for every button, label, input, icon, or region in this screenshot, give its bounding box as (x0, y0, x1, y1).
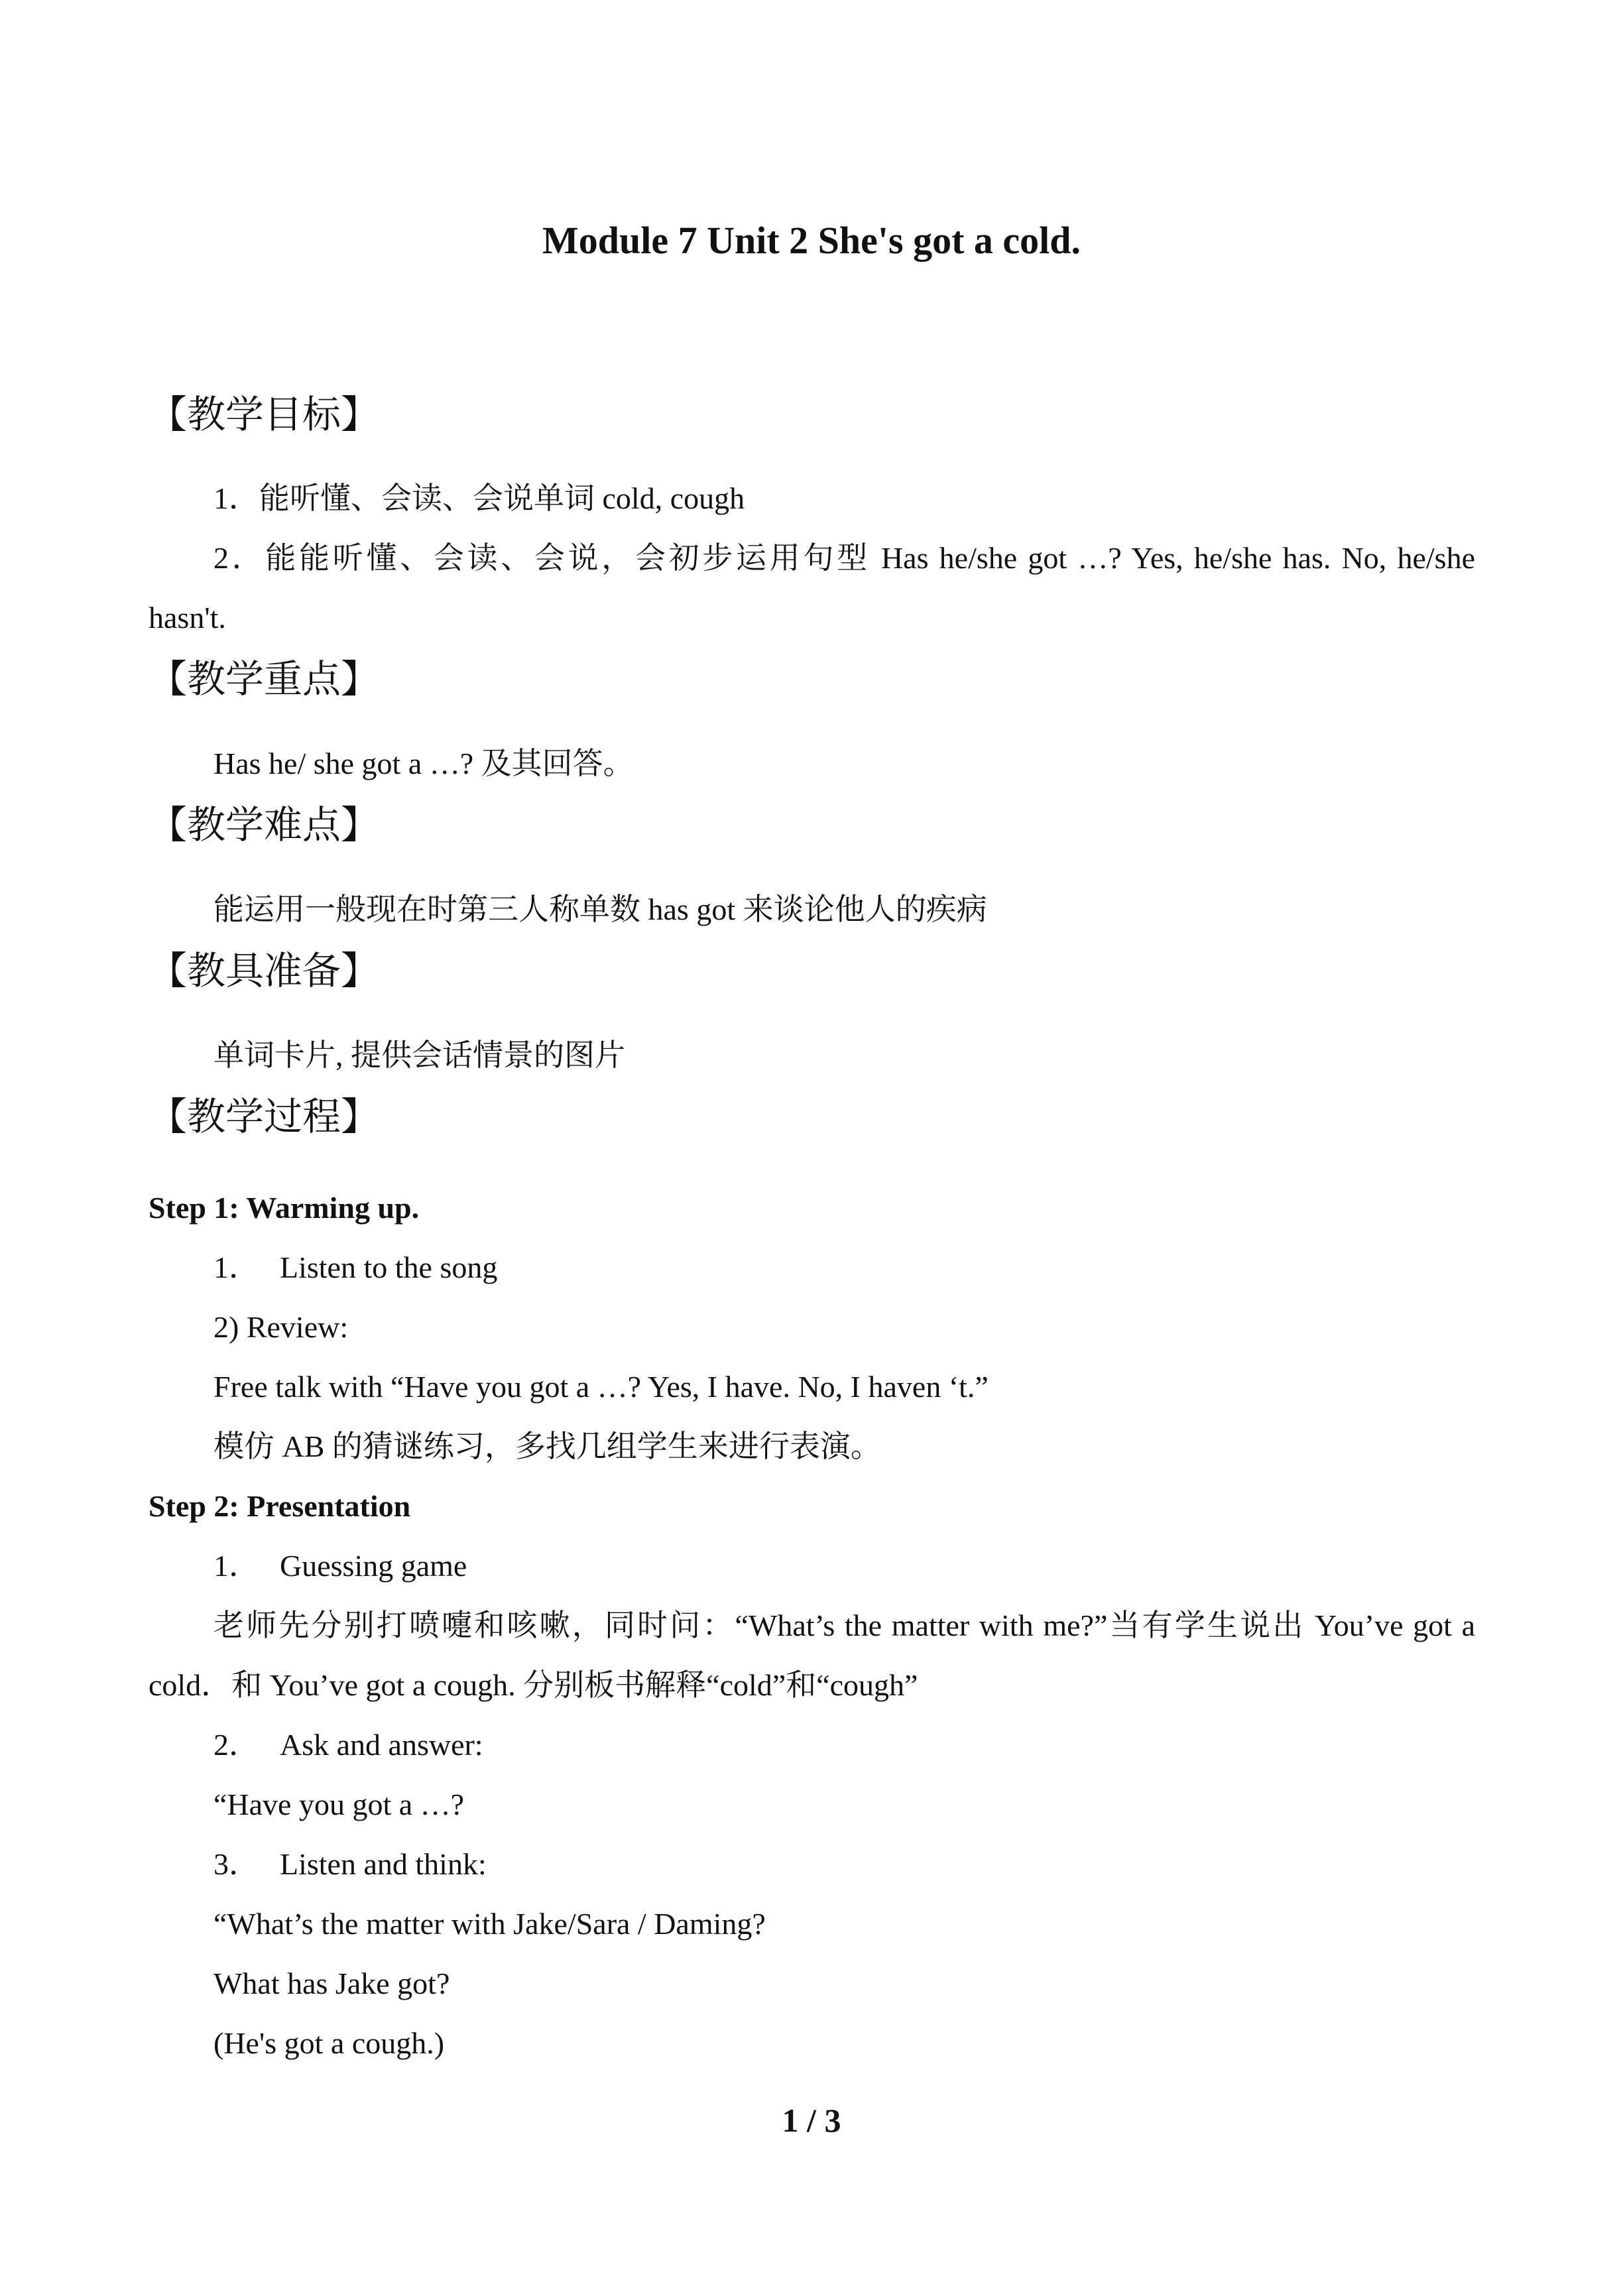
step-1-item-1-number: 1． (213, 1250, 259, 1284)
step-2-matter-question: “What’s the matter with Jake/Sara / Daming? (213, 1907, 766, 1941)
page-number: 1 / 3 (782, 2102, 841, 2139)
section-heading-process: 【教学过程】 (149, 1095, 380, 1138)
step-2-have-you: “Have you got a …? (213, 1787, 465, 1821)
objective-item-1: 1．能听懂、会读、会说单词 cold, cough (213, 481, 745, 515)
step-2-item-2-text: Ask and answer: (280, 1728, 483, 1762)
step-2-heading: Step 2: Presentation (149, 1489, 411, 1523)
step-1-free-talk: Free talk with “Have you got a …? Yes, I have. No, I haven ‘t.” (213, 1370, 989, 1404)
section-heading-difficulties: 【教学难点】 (149, 804, 380, 847)
step-2-item-3-number: 3． (213, 1847, 259, 1881)
page-title: Module 7 Unit 2 She's got a cold. (542, 219, 1081, 262)
step-2-item-3 (213, 1843, 487, 1886)
step-1-review: 2) Review: (213, 1310, 349, 1344)
section-heading-objectives: 【教学目标】 (149, 393, 380, 436)
difficulties-text: 能运用一般现在时第三人称单数 has got 来谈论他人的疾病 (213, 892, 987, 926)
step-2-item-2-number: 2． (213, 1728, 259, 1762)
step-1-item-1-text: Listen to the song (280, 1250, 498, 1284)
step-2-answer: (He's got a cough.) (213, 2026, 445, 2060)
section-heading-materials: 【教具准备】 (149, 949, 380, 993)
step-2-item-1-number: 1． (213, 1549, 259, 1583)
step-2-item-3-text: Listen and think: (280, 1847, 487, 1881)
step-2-item-1-text: Guessing game (280, 1549, 467, 1583)
objective-item-2-line-2: hasn't. (149, 601, 226, 634)
materials-text: 单词卡片, 提供会话情景的图片 (213, 1038, 625, 1072)
step-2-item-1 (213, 1545, 467, 1587)
step-2-teacher-line-2: cold．和 You’ve got a cough. 分别板书解释“cold”和“cough” (149, 1668, 918, 1702)
step-2-item-2 (213, 1724, 483, 1766)
objective-item-2-line-1: 2．能能听懂、会读、会说，会初步运用句型 Has he/she got …? Yes, he/she has. No, he/she (213, 541, 1475, 575)
step-2-teacher-line-1: 老师先分别打喷嚏和咳嗽，同时问：“What’s the matter with me?”当有学生说出 You’ve got a (213, 1608, 1475, 1642)
step-1-imitate: 模仿 AB 的猜谜练习，多找几组学生来进行表演。 (213, 1429, 881, 1463)
key-points-text: Has he/ she got a …? 及其回答。 (213, 747, 634, 780)
step-2-what-has-question: What has Jake got? (213, 1966, 450, 2000)
step-1-item-1 (213, 1246, 497, 1289)
section-heading-key-points: 【教学重点】 (149, 658, 380, 701)
step-1-heading: Step 1: Warming up. (149, 1191, 420, 1225)
